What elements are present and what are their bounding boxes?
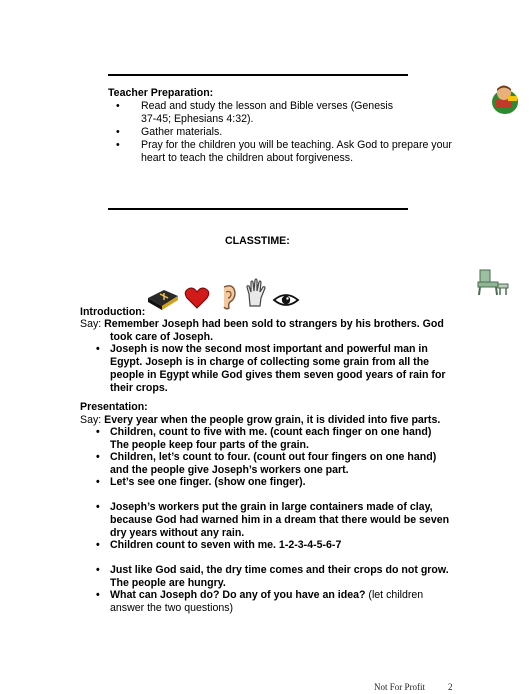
introduction-bullet-line3: people in Egypt while God gives them seven good years of rain for bbox=[110, 369, 446, 381]
ear-icon bbox=[218, 283, 238, 311]
teacher-clipart-icon bbox=[490, 82, 520, 116]
heart-icon bbox=[184, 286, 210, 310]
bullet-glyph: • bbox=[96, 426, 100, 438]
bullet-glyph: • bbox=[116, 100, 120, 112]
introduction-say-text: Remember Joseph had been sold to strangers by his brothers. God bbox=[104, 318, 444, 330]
bullet-glyph: • bbox=[96, 501, 100, 513]
bullet-glyph: • bbox=[96, 343, 100, 355]
presentation-bullet-1-line2: The people keep four parts of the grain. bbox=[110, 439, 309, 451]
introduction-say-text-cont: took care of Joseph. bbox=[110, 331, 214, 343]
teacher-prep-item-1-line1: Read and study the lesson and Bible verses (Genesis bbox=[141, 100, 394, 112]
classtime-title: CLASSTIME: bbox=[225, 235, 290, 247]
chair-clipart-icon bbox=[476, 264, 510, 296]
bullet-glyph: • bbox=[96, 476, 100, 488]
introduction-bullet-line4: their crops. bbox=[110, 382, 168, 394]
teacher-prep-item-3-line1: Pray for the children you will be teaching. Ask God to prepare your bbox=[141, 139, 452, 151]
presentation-bullet-7-line1 bbox=[110, 589, 460, 602]
presentation-bullet-6-line1: Just like God said, the dry time comes and their crops do not grow. bbox=[110, 564, 449, 576]
presentation-bullet-6-line2: The people are hungry. bbox=[110, 577, 226, 589]
introduction-heading: Introduction: bbox=[80, 306, 146, 318]
presentation-heading: Presentation: bbox=[80, 401, 148, 413]
teacher-prep-item-1-line2: 37-45; Ephesians 4:32). bbox=[141, 113, 254, 125]
bullet-glyph: • bbox=[116, 139, 120, 151]
presentation-bullet-5: Children count to seven with me. 1-2-3-4-5-6-7 bbox=[110, 539, 342, 551]
page-number: 2 bbox=[448, 682, 453, 692]
presentation-bullet-7-line2: answer the two questions) bbox=[110, 602, 234, 614]
say-label: Say: bbox=[80, 414, 105, 426]
bible-icon bbox=[146, 284, 180, 312]
presentation-bullet-4-line1: Joseph’s workers put the grain in large containers made of clay, bbox=[110, 501, 433, 513]
teacher-prep-item-2: Gather materials. bbox=[141, 126, 223, 138]
say-label: Say: bbox=[80, 318, 105, 330]
presentation-bullet-7-bold: What can Joseph do? Do any of you have an idea? bbox=[110, 589, 366, 601]
presentation-bullet-4-line2: because God had warned him in a dream that there would be seven bbox=[110, 514, 450, 526]
bullet-glyph: • bbox=[96, 451, 100, 463]
introduction-bullet-line1: Joseph is now the second most important and powerful man in bbox=[110, 343, 428, 355]
presentation-bullet-4-line3: dry years without any rain. bbox=[110, 527, 245, 539]
presentation-bullet-3: Let’s see one finger. (show one finger). bbox=[110, 476, 306, 488]
introduction-say-line bbox=[80, 318, 444, 331]
eye-icon bbox=[272, 292, 300, 308]
middle-divider bbox=[108, 208, 408, 210]
presentation-bullet-2-line2: and the people give Joseph’s workers one part. bbox=[110, 464, 349, 476]
bullet-glyph: • bbox=[116, 126, 120, 138]
teacher-prep-item-3-line2: heart to teach the children about forgiveness. bbox=[141, 152, 354, 164]
bullet-glyph: • bbox=[96, 589, 100, 601]
top-divider bbox=[108, 74, 408, 76]
introduction-bullet-line2: Egypt. Joseph is in charge of collecting some grain from all the bbox=[110, 356, 430, 368]
presentation-bullet-2-line1: Children, let’s count to four. (count out four fingers on one hand) bbox=[110, 451, 437, 463]
footer-text: Not For Profit bbox=[374, 682, 426, 692]
bullet-glyph: • bbox=[96, 539, 100, 551]
presentation-bullet-1-line1: Children, count to five with me. (count each finger on one hand) bbox=[110, 426, 432, 438]
presentation-bullet-7-normal: (let children bbox=[365, 589, 424, 601]
teacher-prep-heading: Teacher Preparation: bbox=[108, 87, 214, 99]
bullet-glyph: • bbox=[96, 564, 100, 576]
hand-icon bbox=[244, 278, 268, 308]
presentation-say-text: Every year when the people grow grain, it is divided into five parts. bbox=[104, 414, 441, 426]
